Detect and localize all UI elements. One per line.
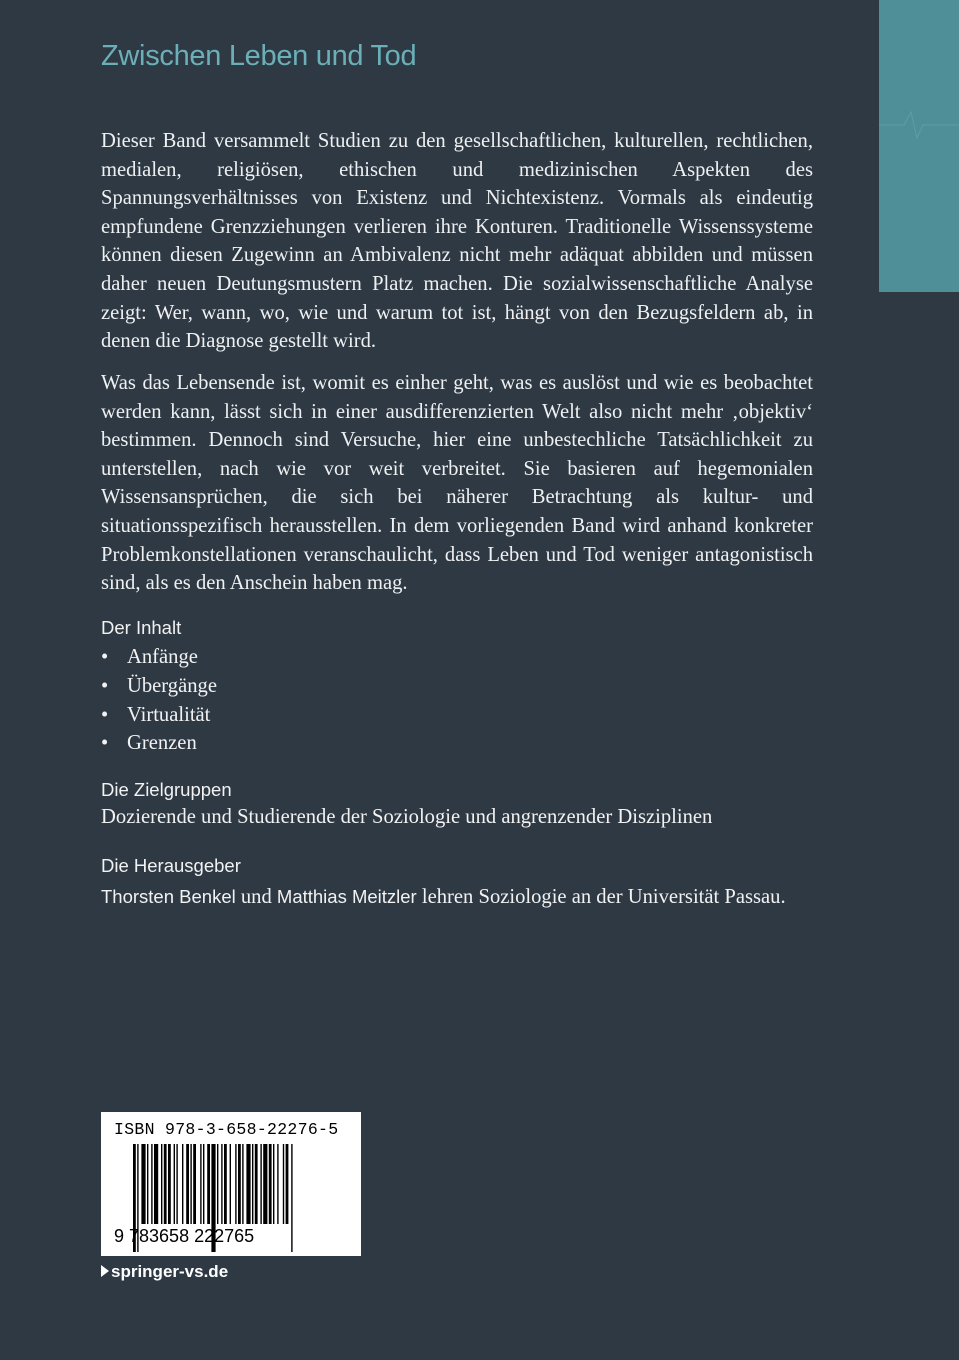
description-paragraph-2: Was das Lebensende ist, womit es einher geht, was es auslöst und wie es beobachtet werden kann, lässt sich in einer ausdifferenzierten Welt also nicht mehr ‚objektiv‘ bestimmen. Dennoch sind Versuche, hier eine unbestechliche Tatsächlichkeit zu unterstellen, nach wie vor weit verbreitet. Sie basieren auf hegemonialen Wissensansprüchen, die sich bei näherer Betrachtung als kultur- und situationsspezifisch herausstellen. In dem vorliegenden Band wird anhand konkreter Problemkonstellationen veranschaulicht, dass Leben und Tod weniger antagonistisch sind, als es den Anschein haben mag. <box>101 372 813 595</box>
contents-list <box>101 643 217 758</box>
bullet-icon: • <box>101 732 109 755</box>
editors-text <box>101 882 813 912</box>
bullet-icon: • <box>101 646 109 668</box>
list-item-label: Grenzen <box>127 732 197 755</box>
list-item <box>101 643 217 672</box>
isbn-barcode <box>101 1112 361 1256</box>
list-item <box>101 701 217 730</box>
accent-bar <box>879 0 959 292</box>
editors-joiner: und <box>235 886 277 908</box>
editors-description: lehren Soziologie an der Universität Passau. <box>416 886 786 908</box>
bullet-icon: • <box>101 674 109 697</box>
audience-text: Dozierende und Studierende der Soziologie und angrenzender Disziplinen <box>101 806 713 828</box>
publisher-website-label: springer-vs.de <box>111 1262 229 1281</box>
bullet-icon: • <box>101 703 109 726</box>
editor-name-2: Matthias Meitzler <box>276 886 417 907</box>
arrow-right-icon <box>101 1265 109 1277</box>
publisher-website[interactable] <box>101 1262 228 1282</box>
isbn-label: ISBN 978-3-658-22276-5 <box>114 1120 339 1139</box>
contents-heading: Der Inhalt <box>101 617 182 638</box>
editors-heading: Die Herausgeber <box>101 855 241 876</box>
description-paragraph-1: Dieser Band versammelt Studien zu den gesellschaftlichen, kulturellen, rechtlichen, medialen, religiösen, ethischen und medizinischen Aspekten des Spannungsverhältnisses von Existenz und Nichtexistenz. Vormals als eindeutig empfundene Grenzziehungen verlieren ihre Konturen. Traditionelle Wissenssysteme können diesen Zugewinn an Ambivalenz nicht mehr adäquat abbilden und müssen daher neuen Deutungsmustern Platz machen. Die sozialwissenschaftliche Analyse zeigt: Wer, wann, wo, wie und warum tot ist, hängt von den Bezugsfeldern ab, in denen die Diagnose gestellt wird. <box>101 130 813 353</box>
audience-heading: Die Zielgruppen <box>101 779 232 800</box>
list-item-label: Übergänge <box>127 674 217 697</box>
heartbeat-line-icon <box>879 0 959 292</box>
list-item <box>101 729 217 758</box>
list-item-label: Virtualität <box>127 703 211 726</box>
book-title: Zwischen Leben und Tod <box>101 40 417 72</box>
list-item <box>101 672 217 701</box>
ean-number: 9 783658 222765 <box>114 1226 255 1246</box>
editor-name-1: Thorsten Benkel <box>101 886 236 907</box>
list-item-label: Anfänge <box>127 646 198 668</box>
